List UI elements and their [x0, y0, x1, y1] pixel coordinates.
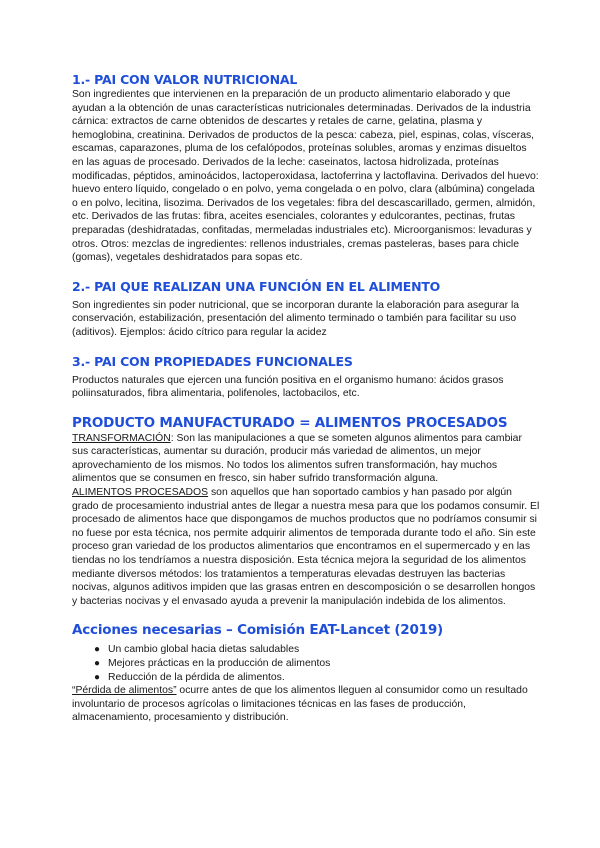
section-2-heading: 2.- PAI QUE REALIZAN UNA FUNCIÓN EN EL ALIMENTO — [72, 278, 441, 294]
bullet-icon: ● — [94, 671, 101, 683]
section-5-paragraph — [72, 684, 540, 725]
section-5-heading: Acciones necesarias – Comisión EAT-Lancet (2019) — [72, 622, 444, 639]
term-alimentos-procesados: ALIMENTOS PROCESADOS — [72, 487, 209, 499]
term-perdida-de-alimentos: “Pérdida de alimentos” — [72, 685, 177, 697]
section-4-body-1: Son las manipulaciones a que se someten algunos alimentos para cambiar sus características, aumentar su duración, producir más variedad de alimentos, un mejor aprovechamiento de los mismos. No todos los alimentos sufren transformación, hay muchos alimentos que se consumen en fresco, sin haber sufrido transformación alguna. — [72, 432, 522, 485]
section-4-body-2: son aquellos que han soportado cambios y han pasado por algún grado de procesamiento industrial antes de llegar a nuestra mesa para que los podamos consumir. El procesado de alimentos hace que dispongamos de muchos productos que no podríamos consumir si no fuese por esta técnica, nos permite adquirir alimentos de temporada durante todo el año. Sin este proceso gran variedad de los productos alimentarios que encontramos en el supermercado y en las tiendas no los tendríamos a nuestra disposición. Esta técnica mejora la seguridad de los alimentos mediante diversos métodos: los tratamientos a temperaturas elevadas destruyen las bacterias nocivas, algunos aditivos impiden que las grasas entren en descomposición o se desarrollen hongos y bacterias nocivas y el envasado ayuda a prevenir la manipulación indebida de los alimentos. — [72, 487, 540, 607]
section-5-body: ocurre antes de que los alimentos lleguen al consumidor como un resultado involuntario de procesos agrícolas o limitaciones técnicas en las fases de producción, almacenamiento, procesamiento y distribución. — [72, 685, 528, 724]
list-item — [94, 657, 540, 671]
section-4-paragraph-1 — [72, 432, 540, 486]
list-item-text: Un cambio global hacia dietas saludables — [108, 644, 300, 656]
section-3-heading: 3.- PAI CON PROPIEDADES FUNCIONALES — [72, 353, 353, 369]
bullet-icon: ● — [94, 644, 101, 656]
section-4-heading: PRODUCTO MANUFACTURADO = ALIMENTOS PROCESADOS — [72, 414, 508, 431]
section-4-paragraph-2 — [72, 486, 540, 608]
list-item — [94, 671, 540, 685]
list-item-text: Reducción de la pérdida de alimentos. — [108, 671, 285, 683]
section-1-heading: 1.- PAI CON VALOR NUTRICIONAL — [72, 72, 298, 87]
term-transformacion-colon: : — [170, 432, 174, 444]
list-item — [94, 643, 540, 657]
section-1-body: Son ingredientes que intervienen en la preparación de un producto alimentario elaborado y que ayudan a la obtención de unas características nutricionales determinadas. Derivados de la industria cárnica: extractos de carne obtenidos de descartes y retales de carne, gelatina, plasma y hemoglobina, creatinina. Derivados de productos de la pesca: cabeza, piel, espinas, colas, vísceras, escamas, caparazones, pluma de los cefalópodos, proteínas solubles, aromas y enzimas disueltos en las aguas de procesado. Derivados de la leche: caseinatos, lactosa hidrolizada, proteínas modificadas, péptidos, aminoácidos, lactoperoxidasa, lactoferrina y lactoflavina. Derivados del huevo: huevo entero líquido, congelado o en polvo, yema congelada o en polvo, clara (albúmina) congelada o en polvo, lecitina, lisozima. Derivados de los vegetales: fibra del descascarillado, germen, almidón, etc. Derivados de las frutas: fibra, aceites esenciales, colorantes y edulcorantes, pectinas, frutas preparadas (deshidratadas, confitadas, mermeladas industriales etc). Microorganismos: levaduras y otros. Otros: mezclas de ingredientes: rellenos industriales, cremas pasteleras, bases para chicle (gomas), vegetales deshidratados para sopas etc. — [72, 89, 539, 264]
actions-list — [72, 643, 540, 684]
list-item-text: Mejores prácticas en la producción de alimentos — [108, 658, 331, 669]
bullet-icon: ● — [94, 658, 101, 669]
section-3-body: Productos naturales que ejercen una función positiva en el organismo humano: ácidos grasos poliinsaturados, fibra alimentaria, polifenoles, lactobacilos, etc. — [72, 374, 504, 400]
term-transformacion: TRANSFORMACIÓN — [72, 432, 171, 444]
section-2-body: Son ingredientes sin poder nutricional, que se incorporan durante la elaboración para asegurar la conservación, estabilización, presentación del alimento terminado o también para facilitar su uso (aditivos). Ejemplos: ácido cítrico para regular la acidez — [72, 299, 520, 338]
